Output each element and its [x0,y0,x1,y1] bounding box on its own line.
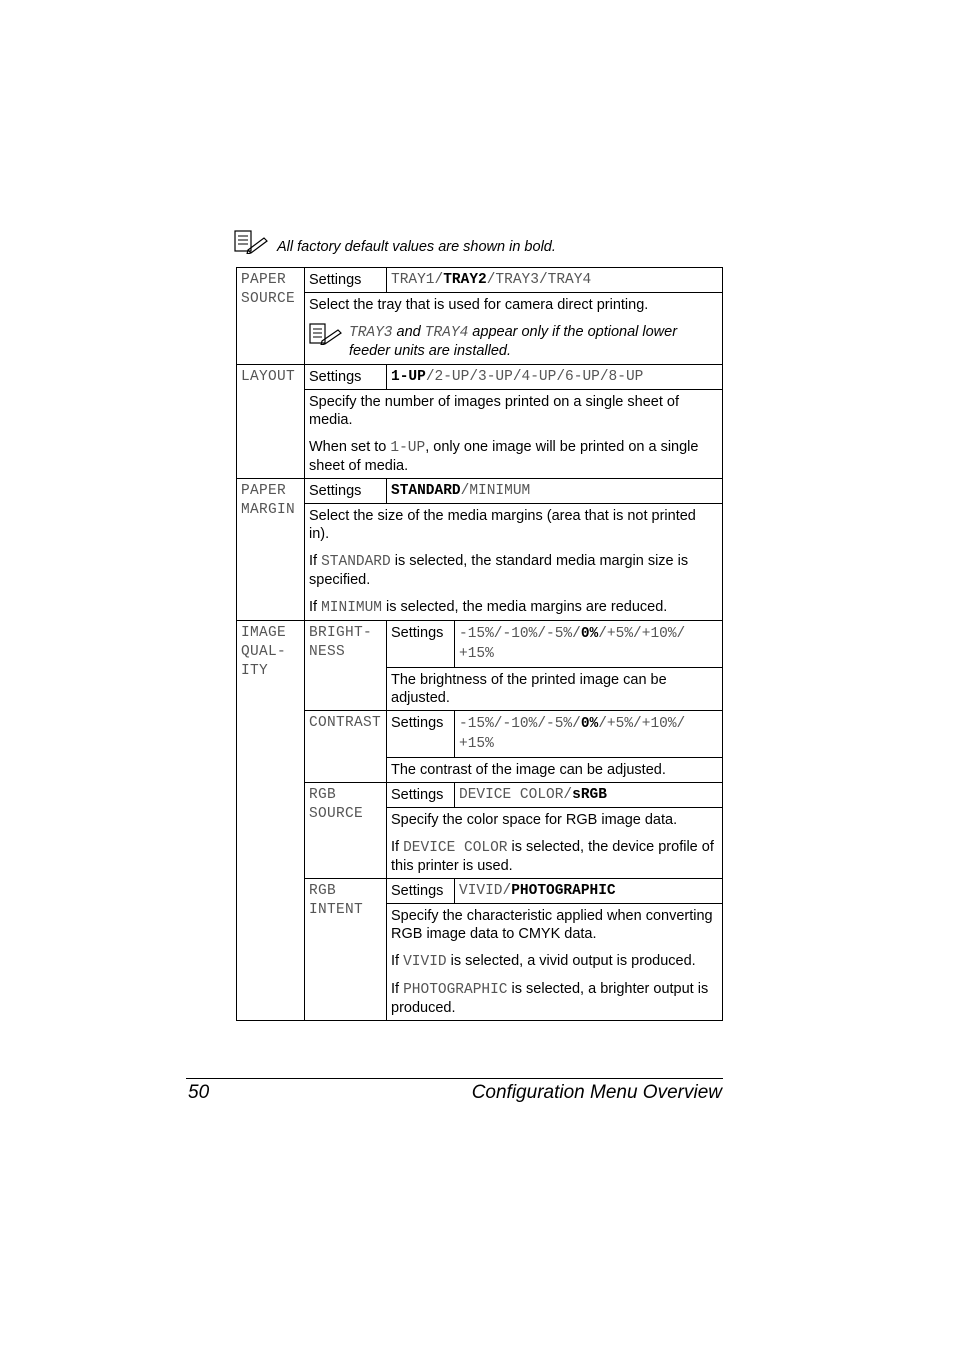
page-footer-title: Configuration Menu Overview [471,1082,722,1103]
description-cell: Select the size of the media margins (area that is not printed in). If STANDARD is selected, the standard media margin size is specified. If MINIMUM is selected, the media margins are reduced. [305,504,723,621]
footer-rule [186,1078,723,1079]
settings-values: -15%/-10%/-5%/0%/+5%/+10%/ +15% [455,621,723,668]
table-row [237,711,723,758]
description-cell: Select the tray that is used for camera direct printing. TRAY3 and TRAY4 appear only if the optional lower feeder units are installed. [305,293,723,365]
top-note [234,230,734,260]
menu-key-brightness: BRIGHT- NESS [305,621,387,711]
settings-label: Settings [387,621,455,668]
menu-key-layout: LAYOUT [237,365,305,479]
menu-key-contrast: CONTRAST [305,711,387,783]
table-row [237,783,723,808]
settings-label: Settings [305,479,387,504]
menu-key-image-quality: IMAGE QUAL- ITY [237,621,305,1021]
settings-values: 1-UP/2-UP/3-UP/4-UP/6-UP/8-UP [387,365,723,390]
menu-key-rgb-source: RGB SOURCE [305,783,387,879]
settings-label: Settings [387,879,455,904]
settings-values: -15%/-10%/-5%/0%/+5%/+10%/ +15% [455,711,723,758]
description-cell: Specify the number of images printed on a single sheet of media. When set to 1-UP, only one image will be printed on a single sheet of media. [305,390,723,479]
settings-values: VIVID/PHOTOGRAPHIC [455,879,723,904]
settings-label: Settings [387,711,455,758]
top-note-text: All factory default values are shown in bold. [277,239,556,255]
inner-note: TRAY3 and TRAY4 appear only if the optional lower feeder units are installed. [309,323,718,360]
description-cell: Specify the color space for RGB image data. If DEVICE COLOR is selected, the device profile of this printer is used. [387,808,723,879]
menu-key-paper-source: PAPER SOURCE [237,268,305,365]
description-cell: The contrast of the image can be adjusted. [387,758,723,783]
description-cell: The brightness of the printed image can be adjusted. [387,668,723,711]
menu-key-paper-margin: PAPER MARGIN [237,479,305,621]
settings-values: DEVICE COLOR/sRGB [455,783,723,808]
page-number: 50 [188,1082,210,1103]
table-row [237,479,723,504]
table-row [237,504,723,621]
menu-key-rgb-intent: RGB INTENT [305,879,387,1021]
settings-table [236,267,723,1021]
table-row [237,293,723,365]
note-pencil-icon [234,230,268,254]
table-row [237,390,723,479]
table-row [237,879,723,904]
settings-label: Settings [387,783,455,808]
settings-values: TRAY1/TRAY2/TRAY3/TRAY4 [387,268,723,293]
table-row [237,365,723,390]
settings-label: Settings [305,268,387,293]
description-cell: Specify the characteristic applied when converting RGB image data to CMYK data. If VIVID is selected, a vivid output is produced. If PHOTOGRAPHIC is selected, a brighter output is produced. [387,904,723,1021]
note-pencil-icon [309,323,343,345]
table-row [237,621,723,668]
settings-label: Settings [305,365,387,390]
settings-values: STANDARD/MINIMUM [387,479,723,504]
table-row [237,268,723,293]
